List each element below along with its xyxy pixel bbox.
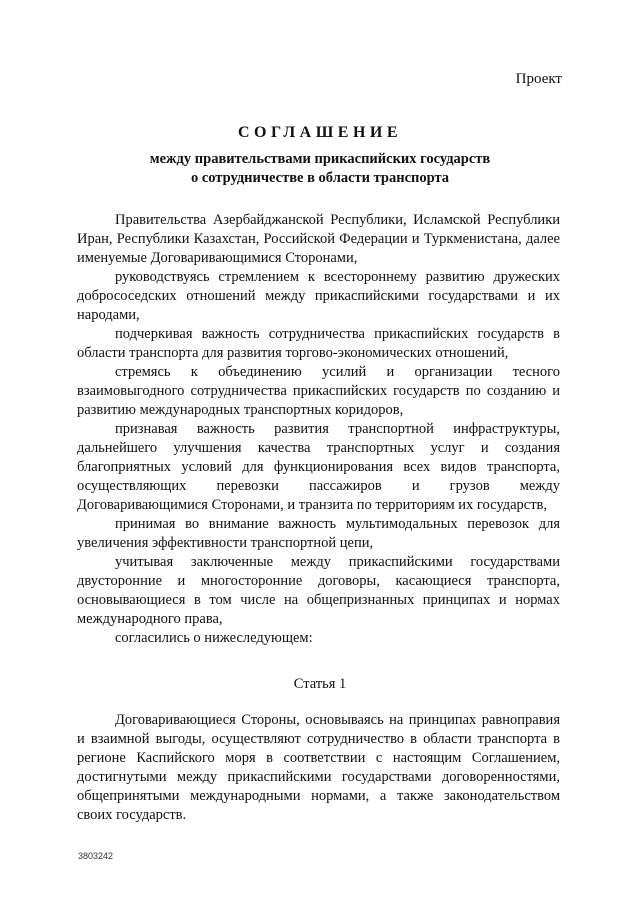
preamble-paragraph: подчеркивая важность сотрудничества прикаспийских государств в области транспорта для развития торгово-экономических отношений, — [77, 326, 560, 361]
preamble-paragraph: руководствуясь стремлением к всестороннему развитию дружеских добрососедских отношений между прикаспийскими государствами и их народами, — [77, 269, 560, 323]
article-body — [77, 711, 560, 825]
preamble-paragraph: согласились о нижеследующем: — [115, 630, 313, 646]
subtitle-line: о сотрудничестве в области транспорта — [190, 170, 450, 186]
preamble-paragraph: стремясь к объединению усилий и организации тесного взаимовыгодного сотрудничества прикаспийских государств по созданию и развитию международных транспортных коридоров, — [77, 364, 560, 418]
preamble-paragraph: учитывая заключенные между прикаспийскими государствами двусторонние и многосторонние договоры, касающиеся транспорта, основывающиеся в том числе на общепризнанных принципах и нормах международного права, — [77, 554, 560, 627]
article-heading: Статья 1 — [293, 676, 347, 692]
document-number: 3803242 — [78, 851, 114, 861]
preamble — [77, 211, 560, 648]
document-subtitle — [80, 150, 560, 188]
preamble-paragraph: признавая важность развития транспортной инфраструктуры, дальнейшего улучшения качества транспортных услуг и создания благоприятных условий для функционирования всех видов транспорта, осуществляющих перевозки пассажиров и грузов между Договаривающимися Сторонами, и транзита по территориям их государств, — [77, 421, 560, 513]
preamble-paragraph: принимая во внимание важность мультимодальных перевозок для увеличения эффективности транспортной цепи, — [77, 516, 560, 551]
subtitle-line: между правительствами прикаспийских государств — [149, 151, 491, 167]
preamble-paragraph: Правительства Азербайджанской Республики, Исламской Республики Иран, Республики Казахстан, Российской Федерации и Туркменистана, далее именуемые Договаривающимися Сторонами, — [77, 212, 560, 266]
draft-status-label: Проект — [515, 71, 562, 87]
article-paragraph: Договаривающиеся Стороны, основываясь на принципах равноправия и взаимной выгоды, осуществляют сотрудничество в области транспорта в регионе Каспийского моря в соответствии с настоящим Соглашением, достигнутыми между прикаспийскими государствами договоренностями, общепринятыми международными нормами, а также законодательством своих государств. — [77, 712, 560, 823]
document-title: СОГЛАШЕНИЕ — [237, 124, 403, 141]
